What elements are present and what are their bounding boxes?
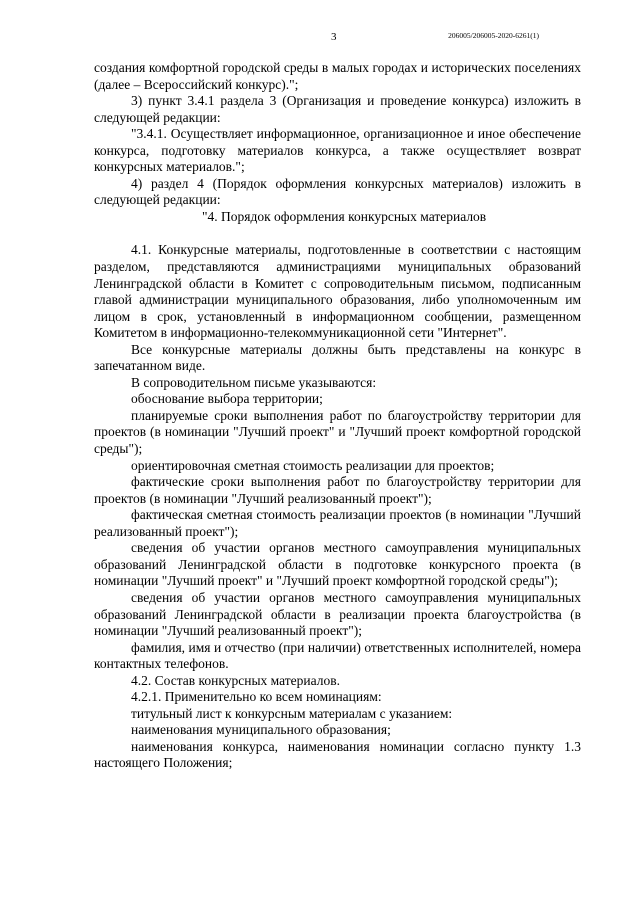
paragraph: планируемые сроки выполнения работ по благоустройству территории для проектов (в номинации "Лучший проект" и "Лучший проект комфортной городской среды");: [94, 407, 581, 457]
document-body: [94, 60, 581, 772]
paragraph: 4.2.1. Применительно ко всем номинациям:: [131, 689, 382, 705]
paragraph: В сопроводительном письме указываются:: [131, 374, 377, 390]
paragraph: наименования конкурса, наименования номинации согласно пункту 1.3 настоящего Положения;: [94, 738, 581, 771]
paragraph: наименования муниципального образования;: [131, 722, 391, 738]
paragraph: 4) раздел 4 (Порядок оформления конкурсных материалов) изложить в следующей редакции:: [94, 175, 581, 208]
paragraph: создания комфортной городской среды в малых городах и исторических поселениях (далее – Всероссийский конкурс).";: [94, 60, 581, 92]
paragraph: титульный лист к конкурсным материалам с указанием:: [131, 705, 453, 721]
paragraph: "3.4.1. Осуществляет информационное, организационное и иное обеспечение конкурса, подготовку материалов конкурса, а также осуществляет возврат конкурсных материалов.";: [94, 126, 581, 175]
paragraph: фактические сроки выполнения работ по благоустройству территории для проектов (в номинации "Лучший реализованный проект");: [94, 474, 581, 506]
paragraph: 3) пункт 3.4.1 раздела 3 (Организация и проведение конкурса) изложить в следующей редакции:: [94, 93, 581, 125]
paragraph: сведения об участии органов местного самоуправления муниципальных образований Ленинградской области в подготовке конкурсного проекта (в номинации "Лучший проект" и "Лучший проект комфортной городской среды");: [94, 540, 581, 589]
paragraph: сведения об участии органов местного самоуправления муниципальных образований Ленинградской области в реализации проекта благоустройства (в номинации "Лучший реализованный проект");: [94, 589, 581, 639]
paragraph: 4.1. Конкурсные материалы, подготовленные в соответствии с настоящим разделом, представляются администрациями муниципальных образований Ленинградской области в Комитет с сопроводительным письмом, подписанным главой администрации муниципального образования, либо уполномоченным им лицом в срок, установленный в информационном сообщении, размещенном Комитетом в информационно-телекоммуникационной сети "Интернет".: [94, 242, 581, 341]
document-id: 206005/206005-2020-6261(1): [448, 31, 539, 40]
paragraph: 4.2. Состав конкурсных материалов.: [131, 672, 340, 688]
paragraph-spacer: [94, 225, 581, 242]
section-heading: "4. Порядок оформления конкурсных материалов: [202, 208, 487, 224]
paragraph: Все конкурсные материалы должны быть представлены на конкурс в запечатанном виде.: [94, 341, 581, 374]
page-number: 3: [331, 31, 337, 43]
paragraph: фактическая сметная стоимость реализации проектов (в номинации "Лучший реализованный проект");: [94, 507, 581, 539]
paragraph: обоснование выбора территории;: [131, 391, 323, 407]
paragraph: фамилия, имя и отчество (при наличии) ответственных исполнителей, номера контактных телефонов.: [94, 639, 581, 672]
paragraph: ориентировочная сметная стоимость реализации для проектов;: [131, 457, 495, 473]
